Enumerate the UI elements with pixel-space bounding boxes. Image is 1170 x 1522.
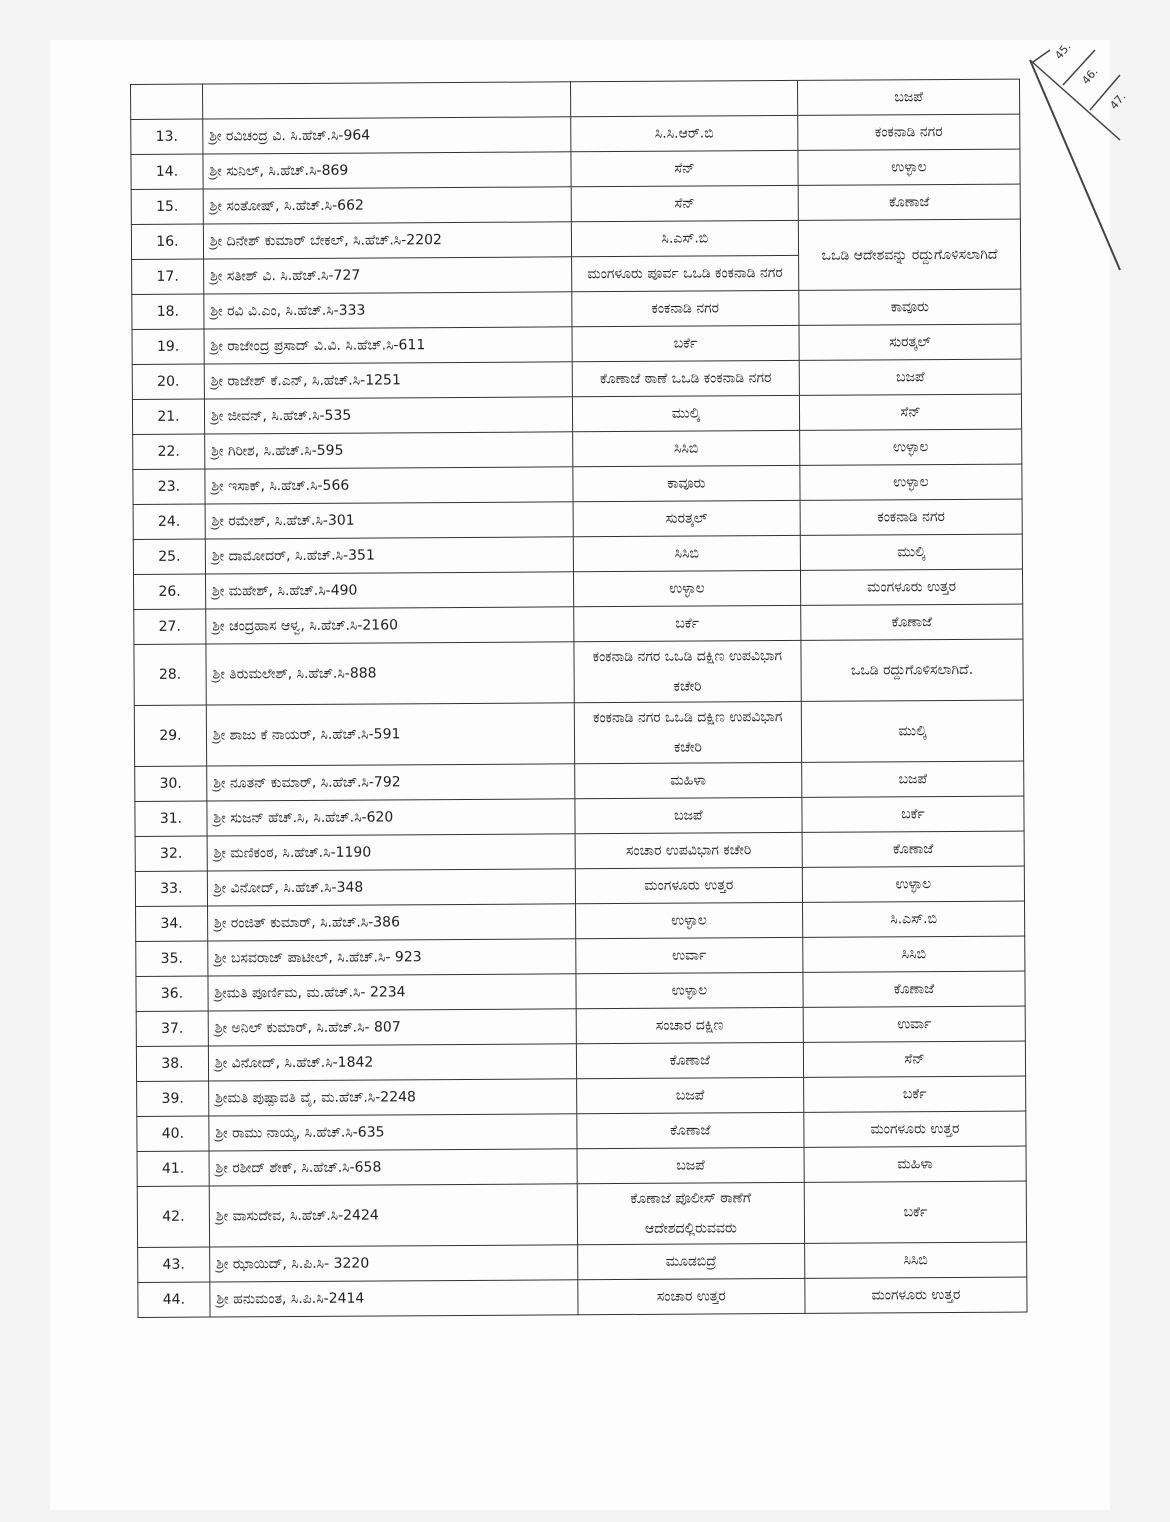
employee-name: ಶ್ರೀ ವಿನೋದ್, ಸಿ.ಹೆಚ್.ಸಿ-1842 — [208, 1044, 576, 1081]
from-unit: ಸುರತ್ಕಲ್ — [573, 500, 800, 536]
table-row — [134, 639, 1023, 705]
from-unit: ಸೆನ್ — [571, 150, 798, 186]
employee-name: ಶ್ರೀ ದಿನೇಶ್ ಕುಮಾರ್ ಬೇಕಲ್, ಸಿ.ಹೆಚ್.ಸಿ-2202 — [203, 222, 571, 259]
from-unit: ಮಂಗಳೂರು ಉತ್ತರ — [575, 867, 802, 903]
employee-name: ಶ್ರೀ ಹನುಮಂತ, ಸಿ.ಪಿ.ಸಿ-2414 — [210, 1280, 578, 1317]
employee-name: ಶ್ರೀ ಸಂತೋಷ್, ಸಿ.ಹೆಚ್.ಸಿ-662 — [203, 187, 571, 224]
row-number: 30. — [135, 766, 207, 801]
employee-name: ಶ್ರೀ ಅನಿಲ್ ಕುಮಾರ್, ಸಿ.ಹೆಚ್.ಸಿ- 807 — [208, 1009, 576, 1046]
table-row — [136, 936, 1025, 976]
table-row — [135, 831, 1024, 871]
to-unit: ಬರ್ಕೆ — [802, 796, 1024, 832]
to-unit: ಒಒಡಿ ರದ್ದುಗೊಳಿಸಲಾಗಿದೆ. — [801, 639, 1023, 701]
row-number: 31. — [135, 801, 207, 836]
row-number: 13. — [131, 119, 203, 154]
from-unit: ಮುಲ್ಕಿ — [572, 395, 799, 431]
table-row — [138, 1242, 1027, 1282]
overflow-row — [131, 79, 1020, 119]
to-unit: ಒಒಡಿ ಆದೇಶವನ್ನು ರದ್ದುಗೊಳಿಸಲಾಗಿದೆ — [798, 219, 1020, 290]
employee-name: ಶ್ರೀ ರಾಜೇಂದ್ರ ಪ್ರಸಾದ್ ವಿ.ವಿ. ಸಿ.ಹೆಚ್.ಸಿ-611 — [204, 327, 572, 364]
from-unit: ಸಂಚಾರ ಉತ್ತರ — [578, 1278, 805, 1314]
to-unit: ಉರ್ವಾ — [803, 1006, 1025, 1042]
to-unit: ಸಿಸಿಬಿ — [805, 1242, 1027, 1278]
employee-name: ಶ್ರೀ ರವಿ ವಿ.ಎಂ, ಸಿ.ಹೆಚ್.ಸಿ-333 — [204, 292, 572, 329]
table-row — [132, 394, 1021, 434]
to-unit: ಸೆನ್ — [799, 394, 1021, 430]
employee-name: ಶ್ರೀ ಜೀವನ್, ಸಿ.ಹೆಚ್.ಸಿ-535 — [204, 397, 572, 434]
from-unit: ಬರ್ಕೆ — [572, 325, 799, 361]
employee-name: ಶ್ರೀ ಝಾಯಿದ್, ಸಿ.ಪಿ.ಸಿ- 3220 — [210, 1245, 578, 1282]
table-row — [135, 761, 1024, 801]
row-number: 37. — [136, 1011, 208, 1046]
from-unit: ಸಿಸಿಬಿ — [572, 430, 799, 466]
table-row — [133, 534, 1022, 574]
to-unit: ಬರ್ಕೆ — [804, 1076, 1026, 1112]
from-unit: ಉರ್ವಾ — [576, 937, 803, 973]
employee-name: ಶ್ರೀಮತಿ ಪುಷ್ಪಾವತಿ ವೈ, ಮ.ಹೆಚ್.ಸಿ-2248 — [208, 1079, 576, 1116]
from-unit: ಕಂಕನಾಡಿ ನಗರ ಒಒಡಿ ದಕ್ಷಿಣ ಉಪವಿಭಾಗ ಕಚೇರಿ — [574, 701, 802, 763]
side-row-47: 47. — [1107, 90, 1129, 112]
to-unit: ಉಳ್ಳಾಲ — [800, 429, 1022, 465]
table-row — [133, 464, 1022, 504]
row-number: 15. — [131, 189, 203, 224]
table-row — [136, 1006, 1025, 1046]
from-unit: ಉಳ್ಳಾಲ — [576, 972, 803, 1008]
table-row — [131, 219, 1020, 259]
from-unit: ಬಜಪೆ — [575, 797, 802, 833]
table-row — [131, 149, 1020, 189]
to-unit: ಮಂಗಳೂರು ಉತ್ತರ — [805, 1277, 1027, 1313]
employee-name: ಶ್ರೀ ರಮೇಶ್, ಸಿ.ಹೆಚ್.ಸಿ-301 — [205, 502, 573, 539]
employee-name: ಶ್ರೀ ಶಾಜು ಕೆ ನಾಯರ್, ಸಿ.ಹೆಚ್.ಸಿ-591 — [206, 703, 574, 766]
employee-name: ಶ್ರೀ ರವಿಚಂದ್ರ ವಿ. ಸಿ.ಹೆಚ್.ಸಿ-964 — [203, 117, 571, 154]
to-unit: ಮುಲ್ಕಿ — [800, 534, 1022, 570]
row-number: 44. — [138, 1282, 210, 1317]
row-number: 18. — [132, 294, 204, 329]
employee-name: ಶ್ರೀಮತಿ ಪೂರ್ಣಿಮ, ಮ.ಹೆಚ್.ಸಿ- 2234 — [208, 974, 576, 1011]
from-unit: ಬಜಪೆ — [577, 1147, 804, 1183]
table-row — [137, 1076, 1026, 1116]
to-unit: ಕಾವೂರು — [799, 289, 1021, 325]
to-unit: ಕಂಕನಾಡಿ ನಗರ — [798, 114, 1020, 150]
employee-name: ಶ್ರೀ ರಾಮು ನಾಯ್ಕ, ಸಿ.ಹೆಚ್.ಸಿ-635 — [209, 1114, 577, 1151]
row-number: 35. — [136, 941, 208, 976]
table-row — [137, 1146, 1026, 1186]
from-unit: ಮಹಿಳಾ — [574, 762, 801, 798]
row-number: 22. — [133, 434, 205, 469]
from-unit: ಮೂಡಬಿದ್ರೆ — [577, 1243, 804, 1279]
row-number: 26. — [133, 574, 205, 609]
table-row — [133, 569, 1022, 609]
to-unit: ಬಜಪೆ — [802, 761, 1024, 797]
employee-name: ಶ್ರೀ ರಶೀದ್ ಶೇಕ್, ಸಿ.ಹೆಚ್.ಸಿ-658 — [209, 1149, 577, 1186]
table-row — [131, 114, 1020, 154]
employee-name: ಶ್ರೀ ವಿನೋದ್, ಸಿ.ಹೆಚ್.ಸಿ-348 — [207, 869, 575, 906]
to-unit: ಮಂಗಳೂರು ಉತ್ತರ — [804, 1111, 1026, 1147]
employee-name: ಶ್ರೀ ವಾಸುದೇವ, ಸಿ.ಹೆಚ್.ಸಿ-2424 — [209, 1184, 577, 1247]
from-unit: ಕೊಣಾಜೆ — [577, 1112, 804, 1148]
employee-name: ಶ್ರೀ ರಾಜೇಶ್ ಕೆ.ಎನ್, ಸಿ.ಹೆಚ್.ಸಿ-1251 — [204, 362, 572, 399]
from-unit: ಕಾವೂರು — [573, 465, 800, 501]
row-number: 19. — [132, 329, 204, 364]
table-row — [133, 499, 1022, 539]
employee-name: ಶ್ರೀ ಗಿರೀಶ, ಸಿ.ಹೆಚ್.ಸಿ-595 — [205, 432, 573, 469]
from-unit: ಸಿ.ಎಸ್.ಬಿ — [571, 220, 798, 256]
row-number: 41. — [137, 1151, 209, 1186]
transfer-table — [130, 79, 1028, 1318]
table-row — [137, 1111, 1026, 1151]
to-unit: ಉಳ್ಳಾಲ — [800, 464, 1022, 500]
side-row-46: 46. — [1079, 65, 1101, 87]
row-number: 36. — [136, 976, 208, 1011]
employee-name: ಶ್ರೀ ಚಂದ್ರಹಾಸ ಆಳ್ವ, ಸಿ.ಹೆಚ್.ಸಿ-2160 — [206, 607, 574, 644]
from-unit: ಸಿಸಿಬಿ — [573, 535, 800, 571]
table-row — [135, 796, 1024, 836]
adjacent-page-corner — [1015, 40, 1170, 280]
to-unit: ಉಳ್ಳಾಲ — [802, 866, 1024, 902]
from-unit: ಉಳ್ಳಾಲ — [573, 570, 800, 606]
to-unit: ಉಳ್ಳಾಲ — [798, 149, 1020, 185]
to-unit: ಮುಲ್ಕಿ — [801, 700, 1023, 762]
from-unit: ಸಿ.ಸಿ.ಆರ್.ಬಿ — [571, 115, 798, 151]
row-number: 14. — [131, 154, 203, 189]
employee-name: ಶ್ರೀ ಬಸವರಾಜ್ ಪಾಟೀಲ್, ಸಿ.ಹೆಚ್.ಸಿ- 923 — [208, 939, 576, 976]
to-unit: ಮಹಿಳಾ — [804, 1146, 1026, 1182]
row-number: 24. — [133, 504, 205, 539]
row-number: 21. — [132, 399, 204, 434]
row-number: 28. — [134, 644, 206, 705]
table-row — [136, 1041, 1025, 1081]
row-number: 32. — [135, 836, 207, 871]
to-unit: ಕೊಣಾಜೆ — [802, 831, 1024, 867]
from-unit: ಕೊಣಾಜೆ ಪೊಲೀಸ್ ಠಾಣೆಗೆ ಆದೇಶದಲ್ಲಿರುವವರು — [577, 1182, 805, 1244]
to-unit: ಬರ್ಕೆ — [804, 1181, 1026, 1243]
table-row — [134, 604, 1023, 644]
row-number: 27. — [134, 609, 206, 644]
to-unit: ಕೊಣಾಜೆ — [803, 971, 1025, 1007]
row-number: 42. — [137, 1186, 209, 1247]
to-unit: ಸಿ.ಎಸ್.ಬಿ — [802, 901, 1024, 937]
employee-name: ಶ್ರೀ ಸುನಿಲ್, ಸಿ.ಹೆಚ್.ಸಿ-869 — [203, 152, 571, 189]
row-number: 43. — [138, 1247, 210, 1282]
table-row — [132, 324, 1021, 364]
from-unit: ಬರ್ಕೆ — [573, 605, 800, 641]
table-row — [137, 1181, 1026, 1247]
employee-name: ಶ್ರೀ ಮಣಿಕಂಠ, ಸಿ.ಹೆಚ್.ಸಿ-1190 — [207, 834, 575, 871]
from-unit: ಬಜಪೆ — [576, 1077, 803, 1113]
table-row — [133, 429, 1022, 469]
table-row — [132, 289, 1021, 329]
from-unit: ಸೆನ್ — [571, 185, 798, 221]
row-number: 25. — [133, 539, 205, 574]
from-unit: ಕೊಣಾಜೆ — [576, 1042, 803, 1078]
to-unit: ಬಜಪೆ — [799, 359, 1021, 395]
table-row — [135, 866, 1024, 906]
employee-name: ಶ್ರೀ ನೂತನ್ ಕುಮಾರ್, ಸಿ.ಹೆಚ್.ಸಿ-792 — [207, 764, 575, 801]
to-unit: ಸೆನ್ — [803, 1041, 1025, 1077]
employee-name: ಶ್ರೀ ತಿರುಮಲೇಶ್, ಸಿ.ಹೆಚ್.ಸಿ-888 — [206, 642, 574, 705]
row-number: 40. — [137, 1116, 209, 1151]
from-unit: ಕಂಕನಾಡಿ ನಗರ ಒಒಡಿ ದಕ್ಷಿಣ ಉಪವಿಭಾಗ ಕಚೇರಿ — [574, 640, 802, 702]
to-unit: ಸುರತ್ಕಲ್ — [799, 324, 1021, 360]
employee-name: ಶ್ರೀ ದಾಮೋದರ್, ಸಿ.ಹೆಚ್.ಸಿ-351 — [205, 537, 573, 574]
employee-name: ಶ್ರೀ ಮಹೇಶ್, ಸಿ.ಹೆಚ್.ಸಿ-490 — [205, 572, 573, 609]
row-number: 29. — [134, 705, 206, 766]
table-row — [138, 1277, 1027, 1317]
to-unit: ಕೊಣಾಜೆ — [801, 604, 1023, 640]
from-unit: ಸಂಚಾರ ಉಪವಿಭಾಗ ಕಚೇರಿ — [575, 832, 802, 868]
table-row — [132, 359, 1021, 399]
table-row — [136, 901, 1025, 941]
table-row — [136, 971, 1025, 1011]
table-row — [134, 700, 1023, 766]
row-number: 39. — [137, 1081, 209, 1116]
from-unit: ಮಂಗಳೂರು ಪೂರ್ವ ಒಒಡಿ ಕಂಕನಾಡಿ ನಗರ — [571, 255, 798, 291]
row-number: 20. — [132, 364, 204, 399]
row-number: 34. — [136, 906, 208, 941]
overflow-to-cell: ಬಜಪೆ — [797, 79, 1019, 115]
to-unit: ಸಿಸಿಬಿ — [803, 936, 1025, 972]
row-number: 33. — [135, 871, 207, 906]
row-number: 17. — [132, 259, 204, 294]
from-unit: ಕಂಕನಾಡಿ ನಗರ — [572, 290, 799, 326]
employee-name: ಶ್ರೀ ಇಸಾಕ್, ಸಿ.ಹೆಚ್.ಸಿ-566 — [205, 467, 573, 504]
from-unit: ಸಂಚಾರ ದಕ್ಷಿಣ — [576, 1007, 803, 1043]
row-number: 16. — [131, 224, 203, 259]
row-number: 38. — [136, 1046, 208, 1081]
row-number: 23. — [133, 469, 205, 504]
to-unit: ಮಂಗಳೂರು ಉತ್ತರ — [800, 569, 1022, 605]
side-row-45: 45. — [1052, 40, 1074, 62]
to-unit: ಕೊಣಾಜೆ — [798, 184, 1020, 220]
employee-name: ಶ್ರೀ ಸುಜನ್ ಹೆಚ್.ಸಿ, ಸಿ.ಹೆಚ್.ಸಿ-620 — [207, 799, 575, 836]
to-unit: ಕಂಕನಾಡಿ ನಗರ — [800, 499, 1022, 535]
employee-name: ಶ್ರೀ ರಂಜಿತ್ ಕುಮಾರ್, ಸಿ.ಹೆಚ್.ಸಿ-386 — [207, 904, 575, 941]
table-row — [131, 184, 1020, 224]
from-unit: ಕೊಣಾಜೆ ಠಾಣೆ ಒಒಡಿ ಕಂಕನಾಡಿ ನಗರ — [572, 360, 799, 396]
employee-name: ಶ್ರೀ ಸತೀಶ್ ವಿ. ಸಿ.ಹೆಚ್.ಸಿ-727 — [203, 257, 571, 294]
from-unit: ಉಳ್ಳಾಲ — [575, 902, 802, 938]
